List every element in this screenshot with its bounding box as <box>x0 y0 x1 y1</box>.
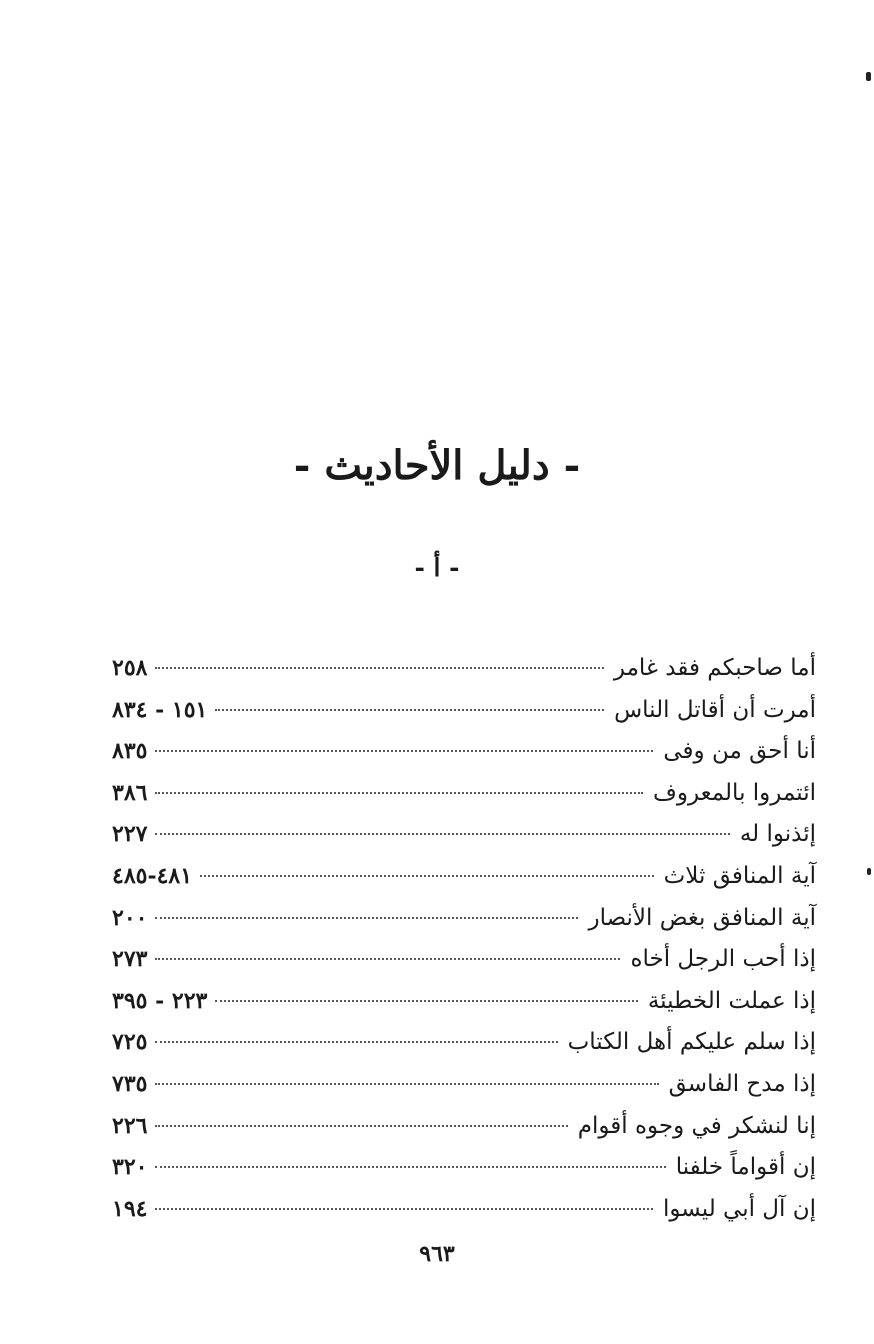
dot-leader <box>155 958 620 960</box>
entry-page-refs: ٧٢٥ <box>112 1029 148 1056</box>
index-entry <box>112 731 816 773</box>
dot-leader <box>155 833 729 835</box>
dot-leader <box>155 917 578 919</box>
page-title: - دليل الأحاديث - <box>293 442 581 489</box>
index-entry <box>112 814 816 856</box>
entry-page-refs: ٣٢٠ <box>112 1154 148 1181</box>
entry-text: آية المنافق بغض الأنصار <box>588 904 816 931</box>
page-edge-mark <box>867 868 871 875</box>
dot-leader <box>215 1000 637 1002</box>
index-entry <box>112 981 816 1023</box>
index-entry <box>112 1189 816 1231</box>
hadith-index-list <box>112 648 816 1230</box>
dot-leader <box>155 750 653 752</box>
entry-text: آية المنافق ثلاث <box>663 862 816 889</box>
entry-text: إن آل أبي ليسوا <box>662 1195 816 1222</box>
entry-text: أنا أحق من وفى <box>663 738 816 765</box>
entry-text: إن أقواماً خلفنا <box>675 1154 816 1181</box>
entry-text: أما صاحبكم فقد غامر <box>613 655 816 681</box>
index-entry <box>112 1106 816 1148</box>
index-entry <box>112 1064 816 1106</box>
index-entry <box>112 648 816 690</box>
entry-text: إنا لنشكر في وجوه أقوام <box>577 1112 816 1139</box>
dot-leader <box>155 1166 665 1168</box>
index-entry <box>112 856 816 898</box>
entry-text: أمرت أن أقاتل الناس <box>614 696 816 723</box>
page-edge-mark <box>866 72 871 81</box>
entry-page-refs: ٢٠٠ <box>112 904 148 931</box>
entry-page-refs: ٣٨٦ <box>112 779 148 806</box>
dot-leader <box>155 1083 658 1085</box>
index-entry <box>112 1147 816 1189</box>
entry-page-refs: ٧٣٥ <box>112 1070 148 1097</box>
entry-page-refs: ٢٢٣ - ٣٩٥ <box>112 987 208 1014</box>
index-entry <box>112 939 816 981</box>
entry-text: إذا سلم عليكم أهل الكتاب <box>567 1029 816 1056</box>
dot-leader <box>215 709 604 711</box>
entry-text: إئذنوا له <box>739 821 816 848</box>
dot-leader <box>155 792 643 794</box>
dot-leader <box>200 875 654 877</box>
index-entry <box>112 1022 816 1064</box>
entry-page-refs: ٢٥٨ <box>112 655 148 681</box>
entry-page-refs: ١٩٤ <box>112 1195 148 1222</box>
dot-leader <box>155 667 603 669</box>
dot-leader <box>155 1041 557 1043</box>
dot-leader <box>155 1125 567 1127</box>
entry-page-refs: ٢٢٦ <box>112 1112 148 1139</box>
dot-leader <box>155 1208 653 1210</box>
index-entry <box>112 773 816 815</box>
section-letter-heading: - أ - <box>414 553 460 582</box>
entry-page-refs: ٢٧٣ <box>112 946 148 973</box>
index-entry <box>112 690 816 732</box>
entry-page-refs: ٢٢٧ <box>112 821 148 848</box>
entry-text: إذا أحب الرجل أخاه <box>630 946 816 973</box>
entry-page-refs: ٤٨١-٤٨٥ <box>112 862 193 889</box>
page-number: ٩٦٣ <box>419 1241 455 1267</box>
entry-page-refs: ٨٣٥ <box>112 738 148 765</box>
entry-text: إذا مدح الفاسق <box>668 1070 816 1097</box>
entry-page-refs: ١٥١ - ٨٣٤ <box>112 696 208 723</box>
entry-text: ائتمروا بالمعروف <box>653 779 816 806</box>
entry-text: إذا عملت الخطيئة <box>647 987 816 1014</box>
index-entry <box>112 898 816 940</box>
